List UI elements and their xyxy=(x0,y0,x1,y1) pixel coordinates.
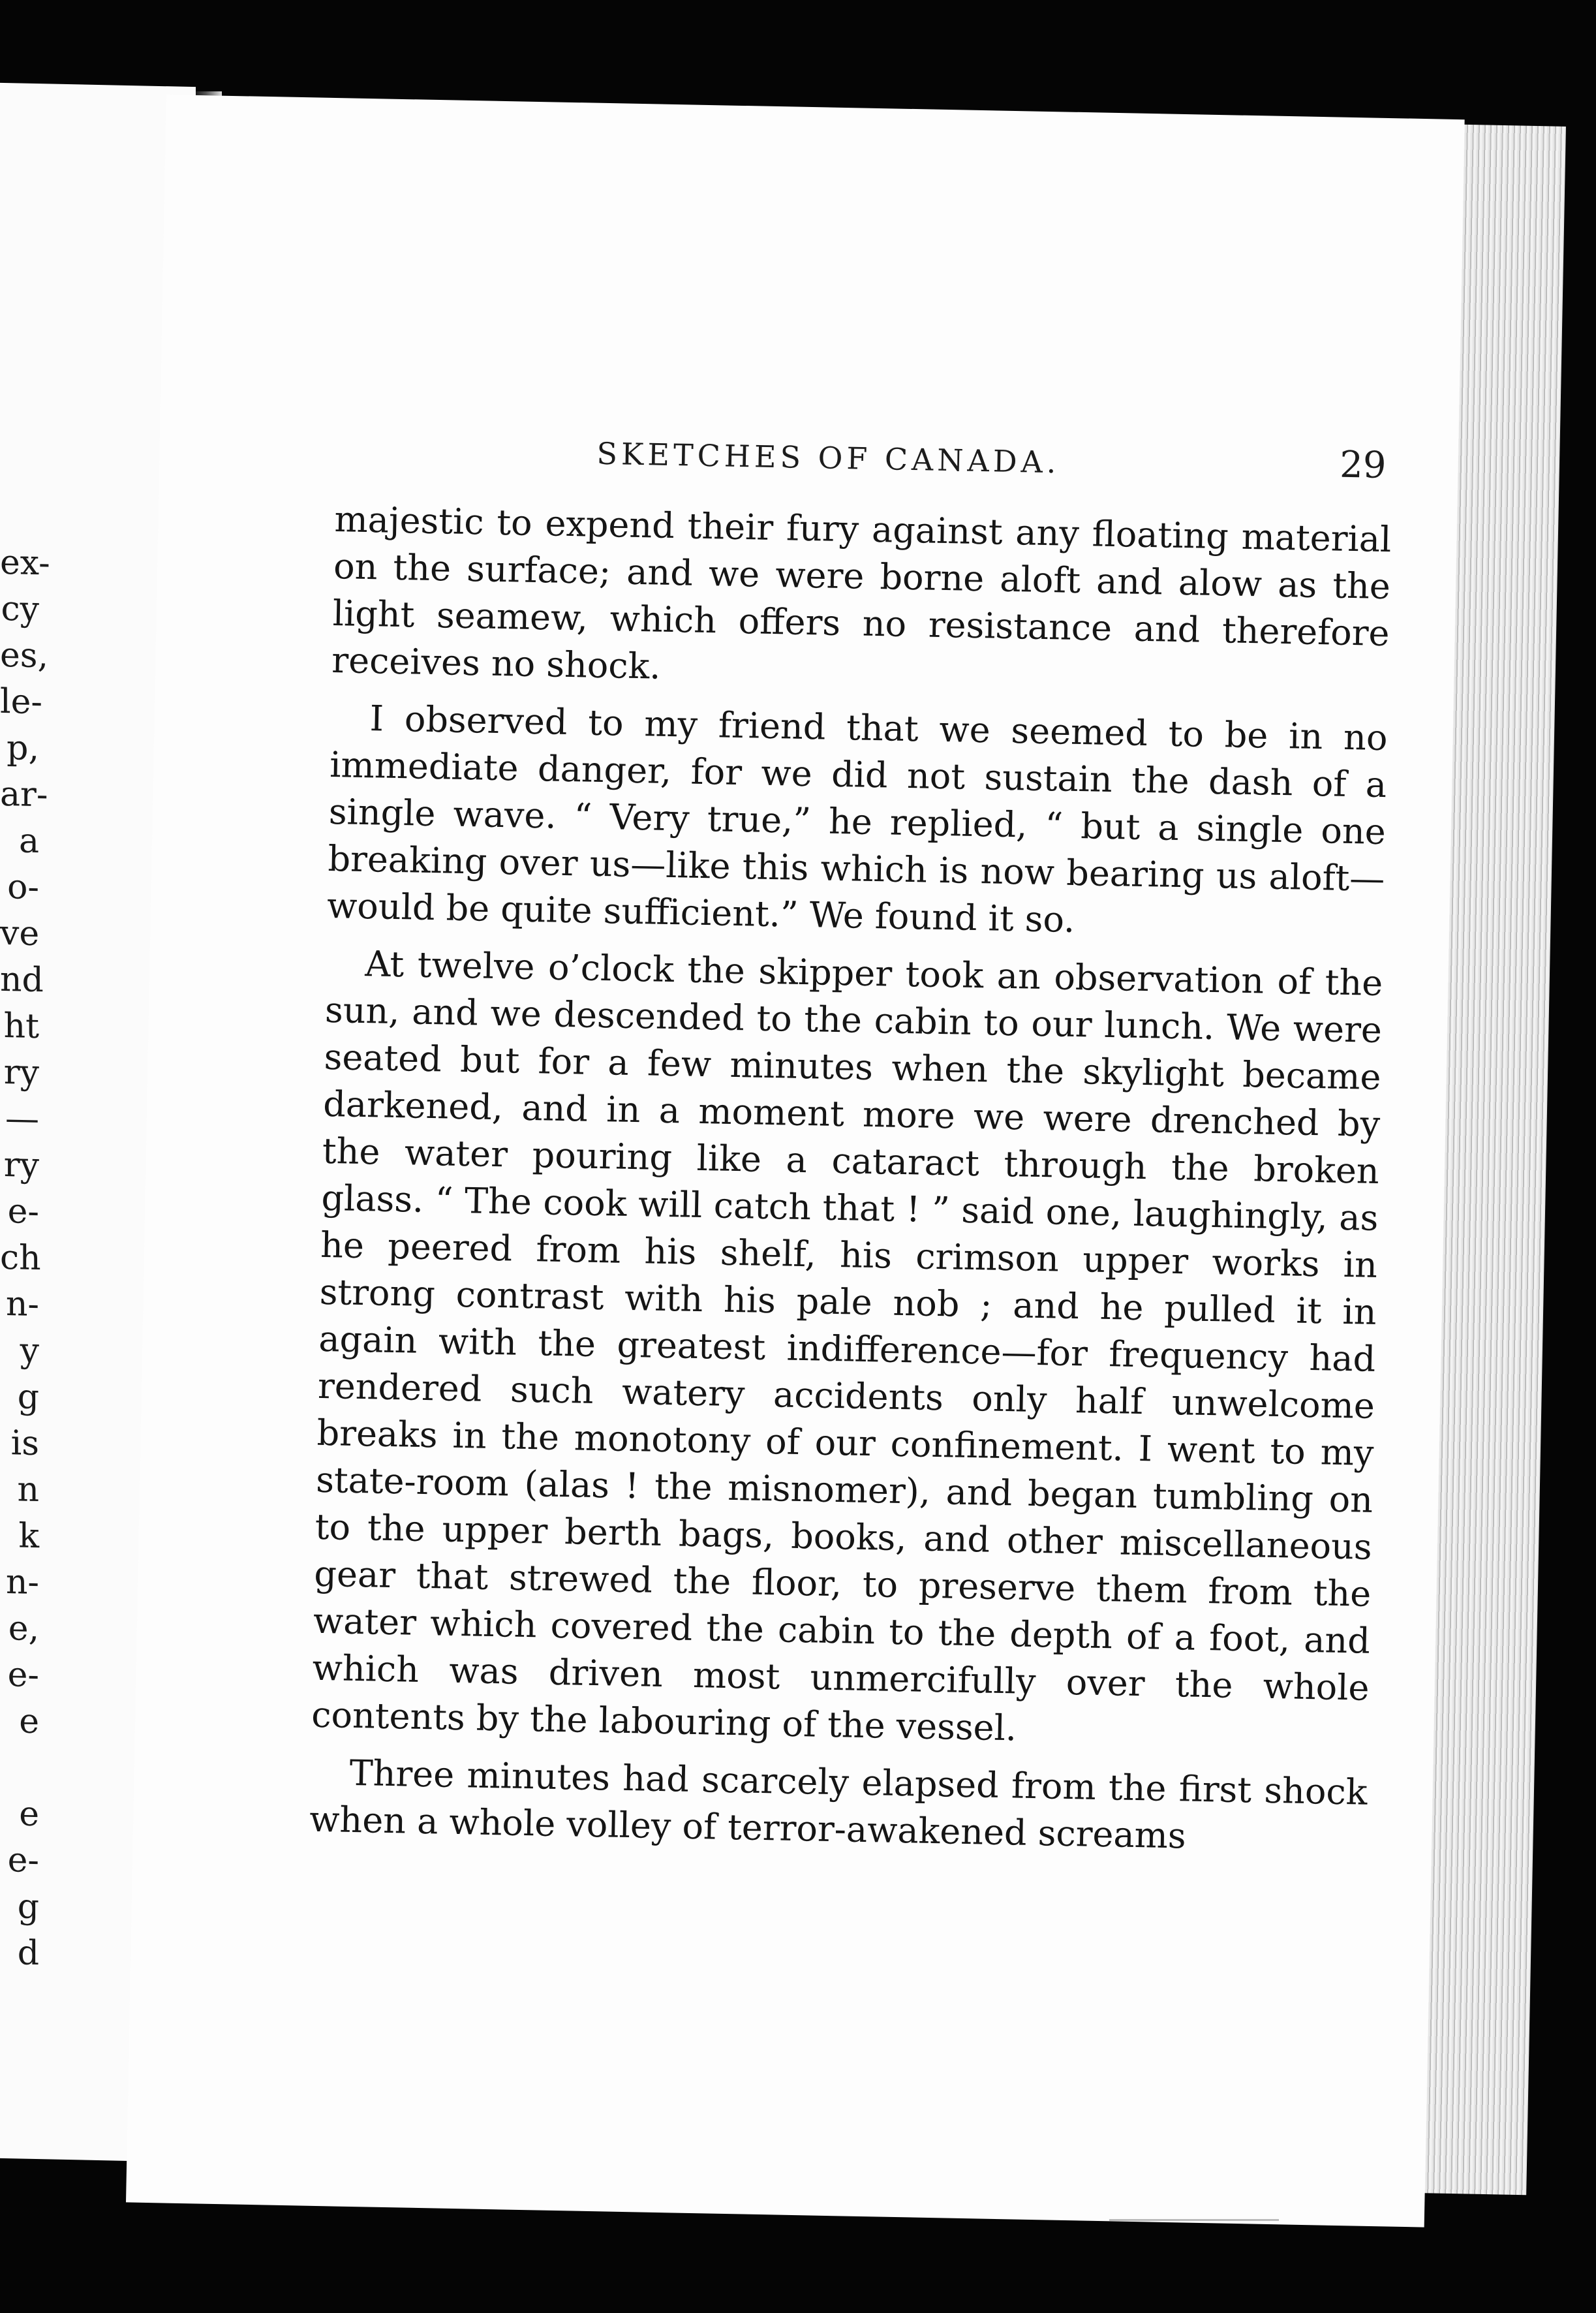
left-fragment: ve xyxy=(0,913,40,954)
left-fragment: es, xyxy=(0,635,48,676)
left-fragment: ch xyxy=(0,1237,41,1279)
left-fragment: e, xyxy=(8,1609,39,1649)
page-content xyxy=(309,431,1393,1863)
left-fragment: ex- xyxy=(0,542,50,583)
left-fragment: k xyxy=(18,1516,39,1557)
left-fragment: p, xyxy=(7,728,39,769)
left-fragment: cy xyxy=(1,589,39,630)
left-fragment: e- xyxy=(7,1655,39,1696)
left-fragment: ry xyxy=(3,1145,39,1186)
left-fragment: o- xyxy=(7,867,39,908)
left-fragment: nd xyxy=(0,959,44,1001)
left-fragment: is xyxy=(10,1423,39,1464)
left-fragment: e xyxy=(19,1794,39,1835)
left-fragment: a xyxy=(18,821,39,862)
left-fragment: d xyxy=(17,1933,39,1974)
right-page xyxy=(126,95,1465,2228)
left-fragment: ar- xyxy=(0,774,48,815)
left-fragment: n- xyxy=(5,1284,39,1325)
left-fragment: — xyxy=(5,1099,39,1140)
left-fragment: le- xyxy=(0,681,42,722)
left-fragment: g xyxy=(17,1887,39,1927)
left-fragment: ht xyxy=(3,1006,39,1047)
paragraph: I observed to my friend that we seemed to be in no immediate danger, for we did not sustain the dash of a single wave. “ Very true,” he replied, “ but a single one breaking over us—like this which is now bearing us aloft—would be quite sufficient.” We found it so. xyxy=(326,698,1389,940)
running-head: SKETCHES OF CANADA. xyxy=(596,435,1060,480)
left-fragment: n xyxy=(17,1470,39,1510)
left-fragment: n- xyxy=(5,1562,39,1603)
paragraph: Three minutes had scarcely elapsed from the first shock when a whole volley of terror-awakened screams xyxy=(309,1752,1368,1857)
body-text xyxy=(309,496,1392,1863)
left-fragment: y xyxy=(20,1331,39,1371)
left-fragment: e xyxy=(19,1701,39,1742)
paragraph: At twelve o’clock the skipper took an observation of the sun, and we descended to the cabin to our lunch. We were seated but for a few minutes when the skylight became darkened, and in a moment more we were drenched by the water pouring like a cataract through the broken glass. “ The cook will catch that ! ” said one, laughingly, as he peered from his shelf, his crimson upper works in strong contrast with his pale nob ; and he pulled it in again with the greatest indifference—for frequency had rendered such watery accidents only half unwelcome breaks in the monotony of our confinement. I went to my state-room (alas ! the misnomer), and began tumbling on to the upper berth bags, books, and other miscellaneous gear that strewed the floor, to preserve them from the water which covered the cabin to the depth of a foot, and which was driven most unmercifully over the whole contents by the labouring of the vessel. xyxy=(311,943,1383,1749)
page-number: 29 xyxy=(1339,443,1387,487)
left-fragment: e- xyxy=(7,1840,39,1881)
left-fragment: ry xyxy=(3,1052,39,1093)
left-page-text-fragments xyxy=(0,540,50,1977)
paragraph: majestic to expend their fury against any floating material on the surface; and we were borne aloft and alow as the light seamew, which offers no resistance and therefore receives no shock. xyxy=(331,499,1392,687)
scan-artifact xyxy=(1109,2219,1279,2299)
left-fragment: g xyxy=(17,1377,39,1418)
left-fragment xyxy=(0,1745,39,1792)
left-fragment: e- xyxy=(7,1192,39,1232)
